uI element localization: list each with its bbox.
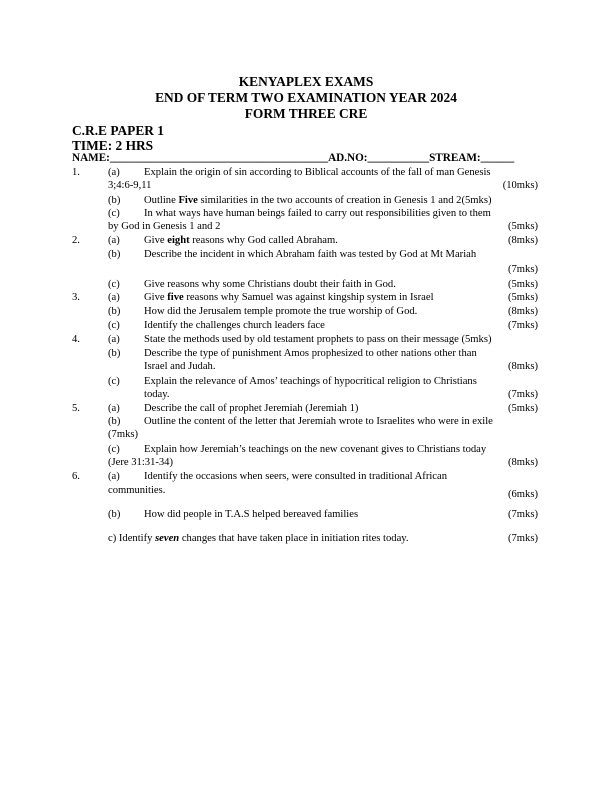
part-label: (c) xyxy=(108,208,120,219)
question-text: 3;4:6-9,11 xyxy=(108,180,152,191)
question-text: Describe the call of prophet Jeremiah (Jeremiah 1) xyxy=(144,403,359,414)
marks: (7mks) xyxy=(507,533,538,544)
part-label: (c) xyxy=(108,444,120,455)
stream-field: STREAM:______ xyxy=(429,152,515,164)
part-label: (c) xyxy=(108,279,120,290)
marks: (7mks) xyxy=(507,509,538,520)
question-number: 4. xyxy=(72,334,80,345)
question-text: Give five reasons why Samuel was against kingship system in Israel xyxy=(144,292,434,303)
part-label: (a) xyxy=(108,471,120,482)
question-text: How did people in T.A.S helped bereaved families xyxy=(144,509,359,520)
part-label: (a) xyxy=(108,403,120,414)
time-label: TIME: 2 HRS xyxy=(72,138,154,153)
question-text: communities. xyxy=(108,485,166,496)
marks: (7mks) xyxy=(507,389,538,400)
question-text: Explain the relevance of Amos’ teachings of hypocritical religion to Christians xyxy=(144,376,477,387)
marks: (8mks) xyxy=(507,457,538,468)
question-text: Give reasons why some Christians doubt their faith in God. xyxy=(144,279,396,290)
question-text: Explain how Jeremiah’s teachings on the new covenant gives to Christians today xyxy=(144,444,487,455)
question-text: Israel and Judah. xyxy=(144,361,216,372)
question-text: Identify the occasions when seers, were consulted in traditional African xyxy=(144,471,447,482)
marks: (5mks) xyxy=(507,279,538,290)
question-number: 2. xyxy=(72,235,80,246)
part-label: (b) xyxy=(108,306,121,317)
marks: (7mks) xyxy=(108,429,139,440)
question-text: by God in Genesis 1 and 2 xyxy=(108,221,221,232)
marks: (7mks) xyxy=(507,264,538,275)
marks: (7mks) xyxy=(507,320,538,331)
form-title: FORM THREE CRE xyxy=(244,106,368,121)
question-number: 5. xyxy=(72,403,80,414)
question-text: Give eight reasons why God called Abraham. xyxy=(144,235,338,246)
name-field: NAME:_______________________________________ xyxy=(72,152,329,164)
question-number: 6. xyxy=(72,471,80,482)
question-number: 1. xyxy=(72,167,80,178)
part-label: (b) xyxy=(108,509,121,520)
question-text: Outline the content of the letter that Jeremiah wrote to Israelites who were in exile xyxy=(144,416,493,427)
paper-title: C.R.E PAPER 1 xyxy=(72,123,164,138)
part-label: (b) xyxy=(108,195,121,206)
marks: (8mks) xyxy=(507,235,538,246)
exam-title: END OF TERM TWO EXAMINATION YEAR 2024 xyxy=(155,90,457,105)
part-label: (c) xyxy=(108,320,120,331)
part-label: (b) xyxy=(108,249,121,260)
marks: (5mks) xyxy=(507,221,538,232)
marks: (10mks) xyxy=(502,180,538,191)
part-label: (a) xyxy=(108,235,120,246)
question-text: State the methods used by old testament prophets to pass on their message (5mks) xyxy=(144,334,492,345)
marks: (5mks) xyxy=(507,403,538,414)
marks: (6mks) xyxy=(507,489,538,500)
part-label: (b) xyxy=(108,416,121,427)
question-text: today. xyxy=(144,389,170,400)
question-text: Outline Five similarities in the two accounts of creation in Genesis 1 and 2(5mks) xyxy=(144,195,492,206)
marks: (8mks) xyxy=(507,361,538,372)
candidate-details-line xyxy=(72,152,514,165)
question-text: (Jere 31:31-34) xyxy=(108,457,174,468)
marks: (8mks) xyxy=(507,306,538,317)
adno-field: AD.NO:___________ xyxy=(328,152,430,164)
part-label: (b) xyxy=(108,348,121,359)
part-label: (a) xyxy=(108,292,120,303)
question-text: Describe the incident in which Abraham faith was tested by God at Mt Mariah xyxy=(144,249,477,260)
question-text: c) Identify seven changes that have taken place in initiation rites today. xyxy=(108,533,409,544)
question-text: Describe the type of punishment Amos prophesized to other nations other than xyxy=(144,348,477,359)
part-label: (a) xyxy=(108,334,120,345)
question-text: Identify the challenges church leaders face xyxy=(144,320,325,331)
question-text: How did the Jerusalem temple promote the true worship of God. xyxy=(144,306,418,317)
question-text: In what ways have human beings failed to carry out responsibilities given to them xyxy=(144,208,491,219)
part-label: (c) xyxy=(108,376,120,387)
question-number: 3. xyxy=(72,292,80,303)
question-text: Explain the origin of sin according to Biblical accounts of the fall of man Genesis xyxy=(144,167,491,178)
marks: (5mks) xyxy=(507,292,538,303)
part-label: (a) xyxy=(108,167,120,178)
exam-body-title: KENYAPLEX EXAMS xyxy=(238,74,374,89)
